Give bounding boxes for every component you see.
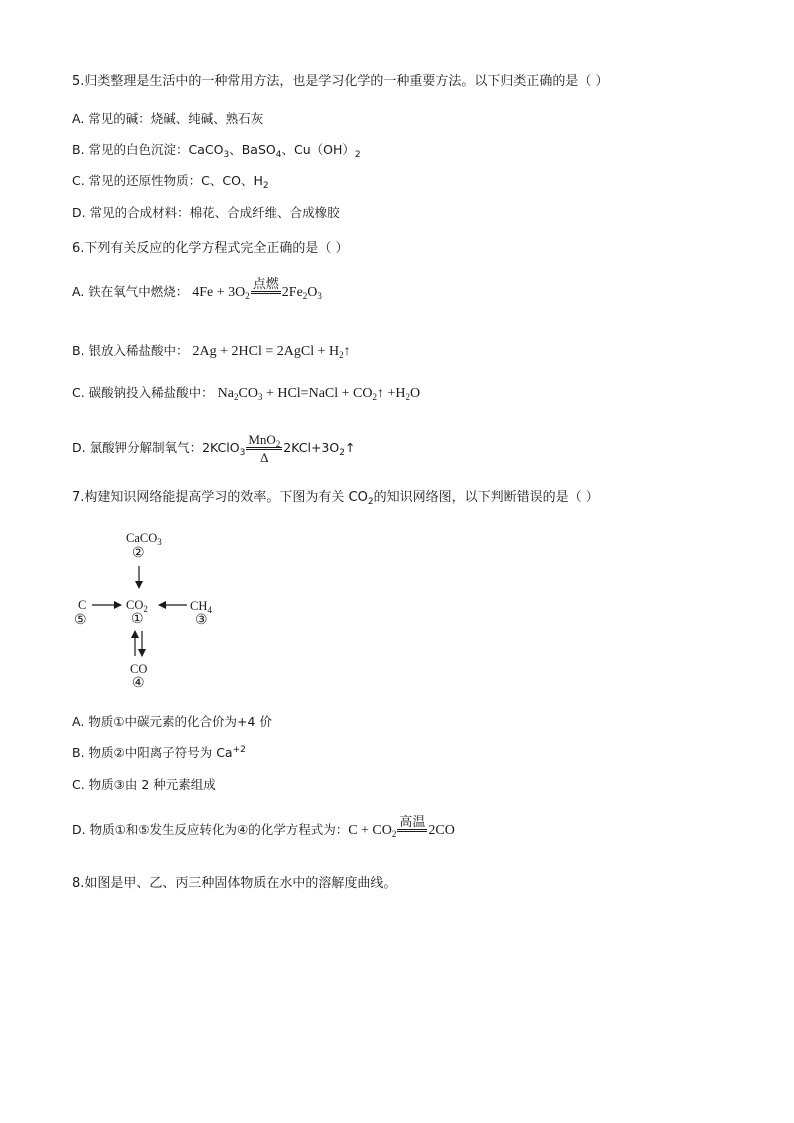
node-number-1: ①	[131, 612, 144, 627]
node-number-2: ②	[132, 546, 145, 561]
eq-text: Na	[217, 386, 234, 401]
q5-b-text: B. 常见的白色沉淀：CaCO	[72, 142, 224, 157]
q5-b-sub: 3	[223, 150, 230, 160]
eq-text: + HCl=NaCl + CO	[262, 386, 373, 401]
eq-text: 2KCl+3O	[283, 440, 340, 455]
q6-c-label: C. 碳酸钠投入稀盐酸中：	[72, 385, 214, 400]
q7-b-text: B. 物质②中阳离子符号为 Ca	[72, 745, 233, 760]
q5-b-text: 、BaSO	[229, 142, 276, 157]
q5-b-sub: 4	[275, 150, 282, 160]
gas-arrow: ↑	[344, 440, 356, 455]
node-c: C	[78, 598, 87, 612]
q5-option-d: D. 常见的合成材料：棉花、合成纤维、合成橡胶	[72, 205, 340, 220]
eq-sub: 2	[275, 439, 281, 449]
eq-sub: 2	[339, 448, 345, 458]
q7-stem-sub: 2	[367, 497, 374, 507]
eq-text: 2KClO	[202, 440, 240, 455]
eq-sub: 2	[405, 392, 410, 402]
eq-sub: 2	[391, 829, 397, 839]
q7-b-sup: +2	[232, 745, 246, 755]
q7-d-condition	[397, 814, 427, 847]
eq-text: O	[307, 285, 318, 300]
q7-option-c: C. 物质③由 2 种元素组成	[72, 777, 216, 792]
eq-sub: 2	[302, 291, 308, 301]
eq-sub: 3	[239, 448, 246, 458]
q7-option-d	[72, 814, 455, 847]
q6-a-label: A. 铁在氧气中燃烧：	[72, 284, 189, 299]
eq-text: 2Ag + 2HCl = 2AgCl + H	[192, 344, 340, 359]
q7-option-a: A. 物质①中碳元素的化合价为+4 价	[72, 714, 272, 729]
eq-text: ↑ +H	[376, 386, 406, 401]
q7-d-label: D. 物质①和⑤发生反应转化为④的化学方程式为：	[72, 822, 349, 837]
node-text: CaCO	[126, 531, 158, 545]
q7-stem-text: 7.构建知识网络能提高学习的效率。下图为有关 CO	[72, 490, 368, 505]
eq-sub: 2	[245, 291, 250, 301]
node-sub: 2	[143, 604, 148, 614]
eq-text: CO	[238, 386, 258, 401]
q5-option-a: A. 常见的碱：烧碱、纯碱、熟石灰	[72, 111, 264, 126]
q6-d-label: D. 氯酸钾分解制氧气：	[72, 440, 203, 455]
node-number-3: ③	[195, 613, 208, 628]
eq-sub: 3	[317, 291, 322, 301]
node-sub: 4	[207, 605, 212, 615]
node-number-5: ⑤	[74, 613, 87, 628]
q8-stem: 8.如图是甲、乙、丙三种固体物质在水中的溶解度曲线。	[72, 876, 397, 891]
q5-stem: 5.归类整理是生活中的一种常用方法，也是学习化学的一种重要方法。以下归类正确的是（ ）	[72, 74, 609, 89]
condition-bottom	[397, 832, 427, 847]
eq-sub: 2	[234, 392, 239, 402]
node-number-4: ④	[132, 676, 145, 691]
q5-b-text: 、Cu（OH）	[281, 142, 355, 157]
eq-sub: 2	[372, 392, 377, 402]
q5-c-text: C. 常见的还原性物质：C、CO、H	[72, 173, 263, 188]
eq-sub: 3	[257, 392, 263, 402]
node-co: CO	[130, 662, 148, 676]
eq-text: 2Fe	[281, 285, 303, 300]
q7-option-b	[72, 744, 246, 762]
eq-text: C + CO	[348, 823, 392, 838]
condition-top: 高温	[399, 814, 426, 829]
eq-text: O	[410, 386, 421, 401]
node-sub: 3	[157, 537, 162, 547]
gas-arrow: ↑	[343, 344, 351, 359]
q5-c-sub: 2	[262, 181, 269, 191]
q7-stem-text: 的知识网络图，以下判断错误的是（ ）	[373, 490, 599, 505]
condition-top: 点燃	[252, 276, 279, 291]
q7-d-right: 2CO	[428, 823, 455, 838]
q7-d-left	[348, 823, 396, 838]
eq-text: 4Fe + 3O	[192, 285, 246, 300]
q6-stem: 6.下列有关反应的化学方程式完全正确的是（ ）	[72, 241, 349, 256]
node-text: CH	[190, 599, 208, 613]
eq-sub: 2	[339, 350, 344, 360]
heat-symbol: Δ	[260, 450, 269, 465]
q5-b-sub: 2	[354, 150, 361, 160]
node-text: CO	[126, 598, 144, 612]
catalyst-text: MnO	[248, 432, 276, 447]
q6-b-label: B. 银放入稀盐酸中：	[72, 343, 189, 358]
